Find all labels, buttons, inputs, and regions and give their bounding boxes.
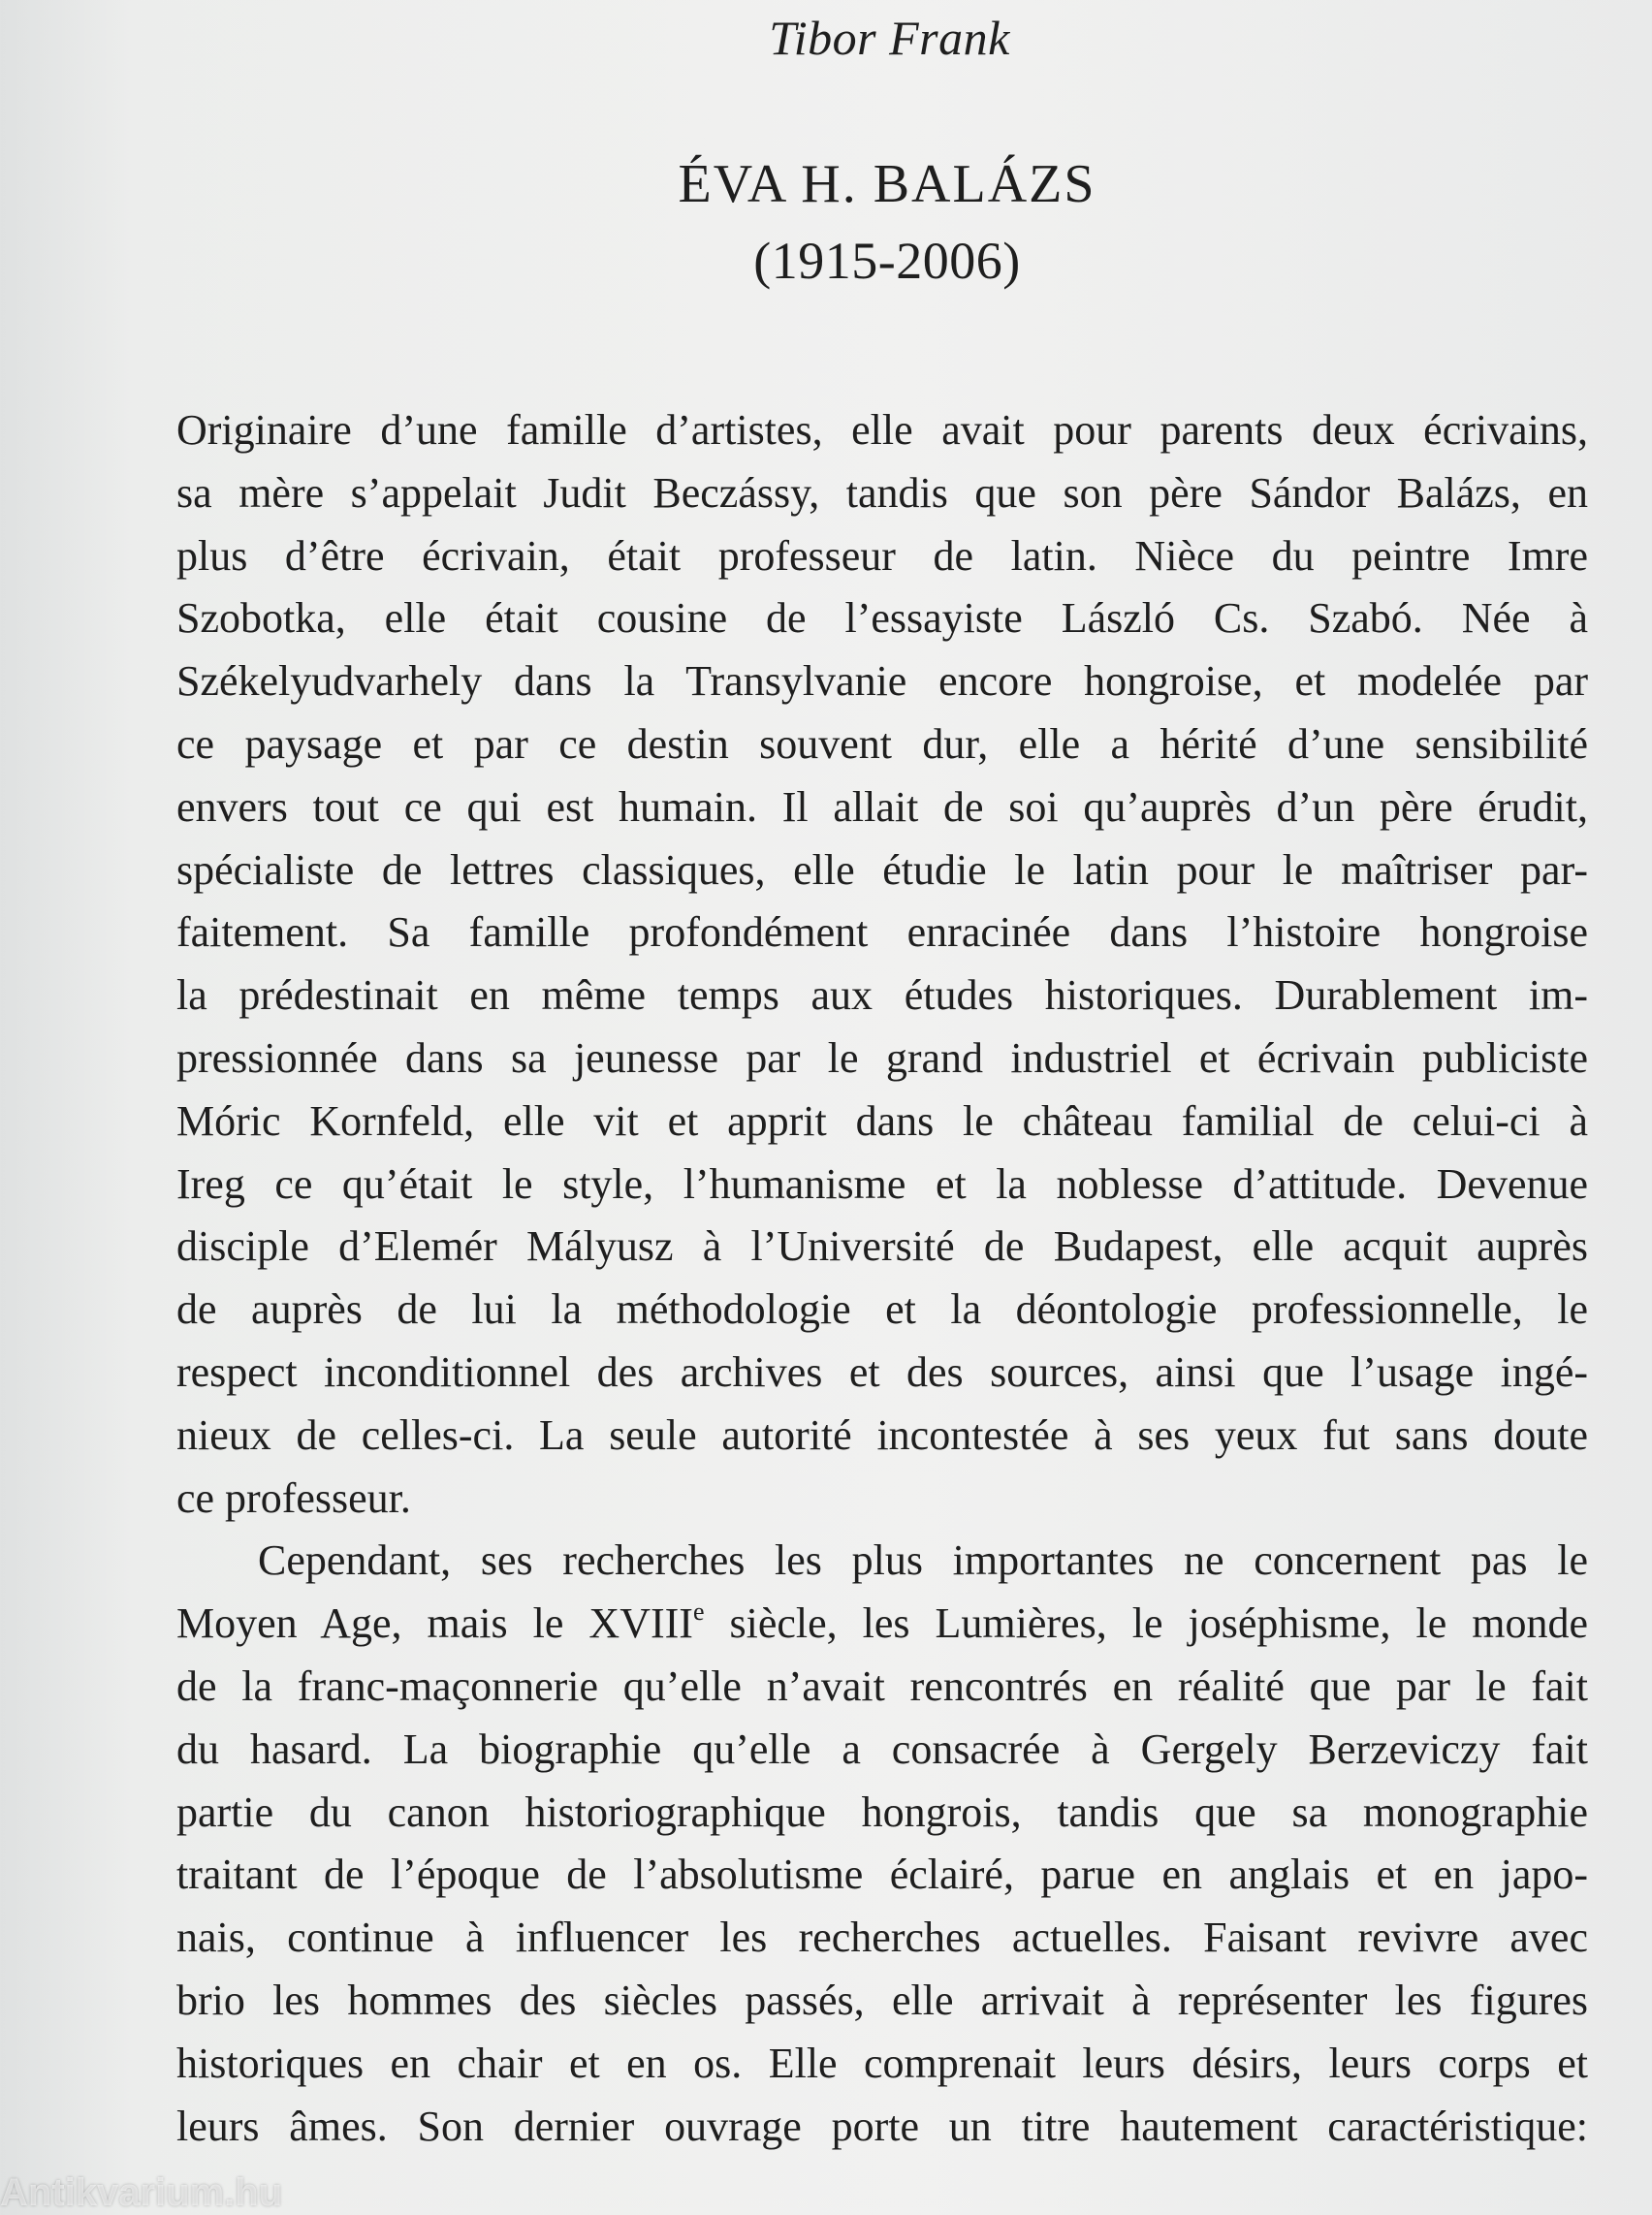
text-line: plus d’être écrivain, était professeur de latin. Nièce du peintre Imre bbox=[176, 531, 1588, 580]
life-dates: (1915-2006) bbox=[753, 232, 1021, 290]
superscript: e bbox=[692, 1598, 705, 1627]
text-line: Originaire d’une famille d’artistes, elle avait pour parents deux écrivains, bbox=[176, 406, 1588, 454]
text-segment: siècle, les Lumières, le joséphisme, le monde bbox=[704, 1599, 1588, 1648]
text-line: Cependant, ses recherches les plus importantes ne concernent pas le bbox=[258, 1536, 1588, 1585]
text-line: nais, continue à influencer les recherches actuelles. Faisant revivre avec bbox=[176, 1914, 1588, 1962]
text-line: disciple d’Elemér Mályusz à l’Université de Budapest, elle acquit auprès bbox=[176, 1222, 1588, 1271]
text-line: de auprès de lui la méthodologie et la déontologie professionnelle, le bbox=[176, 1285, 1588, 1334]
text-line: pressionnée dans sa jeunesse par le grand industriel et écrivain publiciste bbox=[176, 1033, 1588, 1082]
text-line: historiques en chair et en os. Elle comprenait leurs désirs, leurs corps et bbox=[176, 2039, 1588, 2087]
text-line: ce paysage et par ce destin souvent dur, elle a hérité d’une sensibilité bbox=[176, 719, 1588, 768]
text-line: Székelyudvarhely dans la Transylvanie encore hongroise, et modelée par bbox=[176, 657, 1588, 706]
body-text bbox=[176, 399, 1588, 2158]
text-line: partie du canon historiographique hongrois, tandis que sa monographie bbox=[176, 1788, 1588, 1836]
paragraph-2 bbox=[176, 1530, 1588, 2158]
text-line: traitant de l’époque de l’absolutisme éclairé, parue en anglais et en japo- bbox=[176, 1851, 1588, 1899]
running-head-author: Tibor Frank bbox=[769, 11, 1010, 65]
text-line: spécialiste de lettres classiques, elle étudie le latin pour le maîtriser par- bbox=[176, 845, 1588, 894]
text-line: la prédestinait en même temps aux études historiques. Durablement im- bbox=[176, 971, 1588, 1020]
article-title: ÉVA H. BALÁZS bbox=[678, 154, 1096, 214]
text-line: leurs âmes. Son dernier ouvrage porte un titre hautement caractéristique: bbox=[176, 2102, 1588, 2150]
text-line: brio les hommes des siècles passés, elle arrivait à représenter les figures bbox=[176, 1976, 1588, 2024]
text-line-with-superscript bbox=[176, 1593, 1588, 1656]
text-line: envers tout ce qui est humain. Il allait de soi qu’auprès d’un père érudit, bbox=[176, 782, 1588, 831]
text-line: ce professeur. bbox=[176, 1473, 411, 1522]
text-line: faitement. Sa famille profondément enracinée dans l’histoire hongroise bbox=[176, 908, 1588, 957]
text-segment: Moyen Age, mais le XVIII bbox=[176, 1599, 693, 1648]
text-line: sa mère s’appelait Judit Beczássy, tandis que son père Sándor Balázs, en bbox=[176, 468, 1588, 517]
paragraph-1 bbox=[176, 399, 1588, 1530]
text-line: Szobotka, elle était cousine de l’essayiste László Cs. Szabó. Née à bbox=[176, 594, 1588, 643]
text-line: de la franc-maçonnerie qu’elle n’avait rencontrés en réalité que par le fait bbox=[176, 1661, 1588, 1710]
text-line: nieux de celles-ci. La seule autorité incontestée à ses yeux fut sans doute bbox=[176, 1410, 1588, 1459]
text-line: du hasard. La biographie qu’elle a consacrée à Gergely Berzeviczy fait bbox=[176, 1725, 1588, 1773]
text-line: Móric Kornfeld, elle vit et apprit dans le château familial de celui-ci à bbox=[176, 1096, 1588, 1145]
watermark: Antikvarium.hu bbox=[0, 2171, 283, 2214]
text-line: Ireg ce qu’était le style, l’humanisme et la noblesse d’attitude. Devenue bbox=[176, 1159, 1588, 1208]
text-line: respect inconditionnel des archives et des sources, ainsi que l’usage ingé- bbox=[176, 1347, 1588, 1396]
